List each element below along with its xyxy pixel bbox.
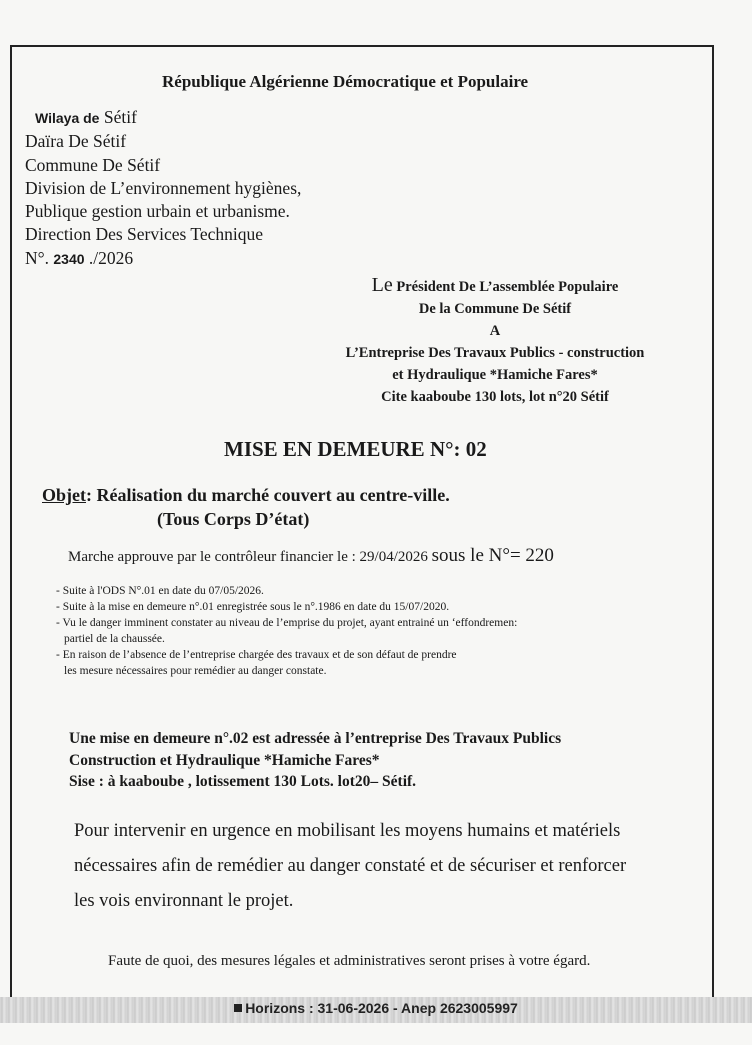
objet-text: : Réalisation du marché couvert au centre-ville. bbox=[86, 485, 450, 505]
division-line-1: Division de L’environnement hygiènes, bbox=[25, 177, 302, 198]
division-line-2: Publique gestion urbain et urbanisme. bbox=[25, 201, 290, 222]
republic-heading: République Algérienne Démocratique et Populaire bbox=[162, 72, 529, 91]
point-3-continued: partiel de la chaussée. bbox=[64, 633, 165, 645]
commune-line: Commune De Sétif bbox=[25, 154, 161, 175]
reference-line bbox=[25, 247, 301, 271]
addressee-le: Le bbox=[371, 274, 393, 296]
marche-line bbox=[68, 545, 554, 567]
body-line-3: les vois environnant le projet. bbox=[74, 891, 294, 911]
ref-suffix: ./2026 bbox=[88, 247, 134, 268]
objet-sub: (Tous Corps D’état) bbox=[157, 509, 310, 529]
addressee-line-1 bbox=[300, 274, 690, 298]
ref-number: 2340 bbox=[53, 250, 85, 267]
objet-block bbox=[42, 483, 450, 531]
footer-text: Horizons : 31-06-2026 - Anep 2623005997 bbox=[245, 1000, 518, 1016]
point-4-continued: les mesure nécessaires pour remédier au danger constate. bbox=[64, 665, 327, 677]
closing-line: Faute de quoi, des mesures légales et administratives seront prises à votre égard. bbox=[108, 953, 591, 969]
footer-square-icon bbox=[234, 1004, 242, 1012]
point-1: - Suite à l'ODS N°.01 en date du 07/05/2026. bbox=[56, 585, 264, 597]
objet-label: Objet bbox=[42, 485, 86, 505]
addressee-president: Président De L’assemblée Populaire bbox=[396, 279, 619, 295]
body-line-2: nécessaires afin de remédier au danger constaté et de sécuriser et renforcer bbox=[74, 856, 627, 876]
footer-credit bbox=[0, 1000, 752, 1016]
wilaya-value: Sétif bbox=[103, 107, 137, 127]
document-title: MISE EN DEMEURE N°: 02 bbox=[224, 437, 487, 461]
addressee-line-3: A bbox=[489, 323, 501, 339]
daira-line: Daïra De Sétif bbox=[25, 131, 127, 152]
notice-line-2: Construction et Hydraulique *Hamiche Fares* bbox=[69, 751, 380, 769]
points-list bbox=[56, 583, 517, 679]
point-2: - Suite à la mise en demeure n°.01 enregistrée sous le n°.1986 en date du 15/07/2020. bbox=[56, 601, 450, 613]
wilaya-label: Wilaya de bbox=[35, 110, 100, 126]
notice-line-1: Une mise en demeure n°.02 est adressée à l’entreprise Des Travaux Publics bbox=[69, 730, 562, 747]
body-paragraph bbox=[74, 814, 626, 919]
marche-suffix: sous le N°= 220 bbox=[431, 545, 554, 566]
addressee-line-4: L’Entreprise Des Travaux Publics - construction bbox=[345, 345, 645, 361]
ref-prefix: N°. bbox=[25, 247, 50, 268]
notice-line-3: Sise : à kaaboube , lotissement 130 Lots. lot20– Sétif. bbox=[69, 773, 417, 790]
objet-line bbox=[42, 483, 450, 507]
notice-block bbox=[69, 728, 561, 793]
point-4: - En raison de l’absence de l’entreprise chargée des travaux et de son défaut de prendre bbox=[56, 649, 457, 661]
marche-text: Marche approuve par le contrôleur financier le : 29/04/2026 bbox=[68, 549, 428, 565]
direction-line: Direction Des Services Technique bbox=[25, 224, 264, 245]
point-3: - Vu le danger imminent constater au niveau de l’emprise du projet, ayant entrainé un ‘effondremen: bbox=[56, 617, 518, 629]
issuer-block bbox=[25, 106, 301, 271]
wilaya-line bbox=[25, 106, 301, 130]
addressee-line-5: et Hydraulique *Hamiche Fares* bbox=[392, 367, 598, 383]
body-line-1: Pour intervenir en urgence en mobilisant les moyens humains et matériels bbox=[74, 821, 621, 841]
addressee-block bbox=[300, 274, 690, 408]
addressee-line-6: Cite kaaboube 130 lots, lot n°20 Sétif bbox=[381, 389, 609, 405]
addressee-line-2: De la Commune De Sétif bbox=[418, 301, 572, 317]
